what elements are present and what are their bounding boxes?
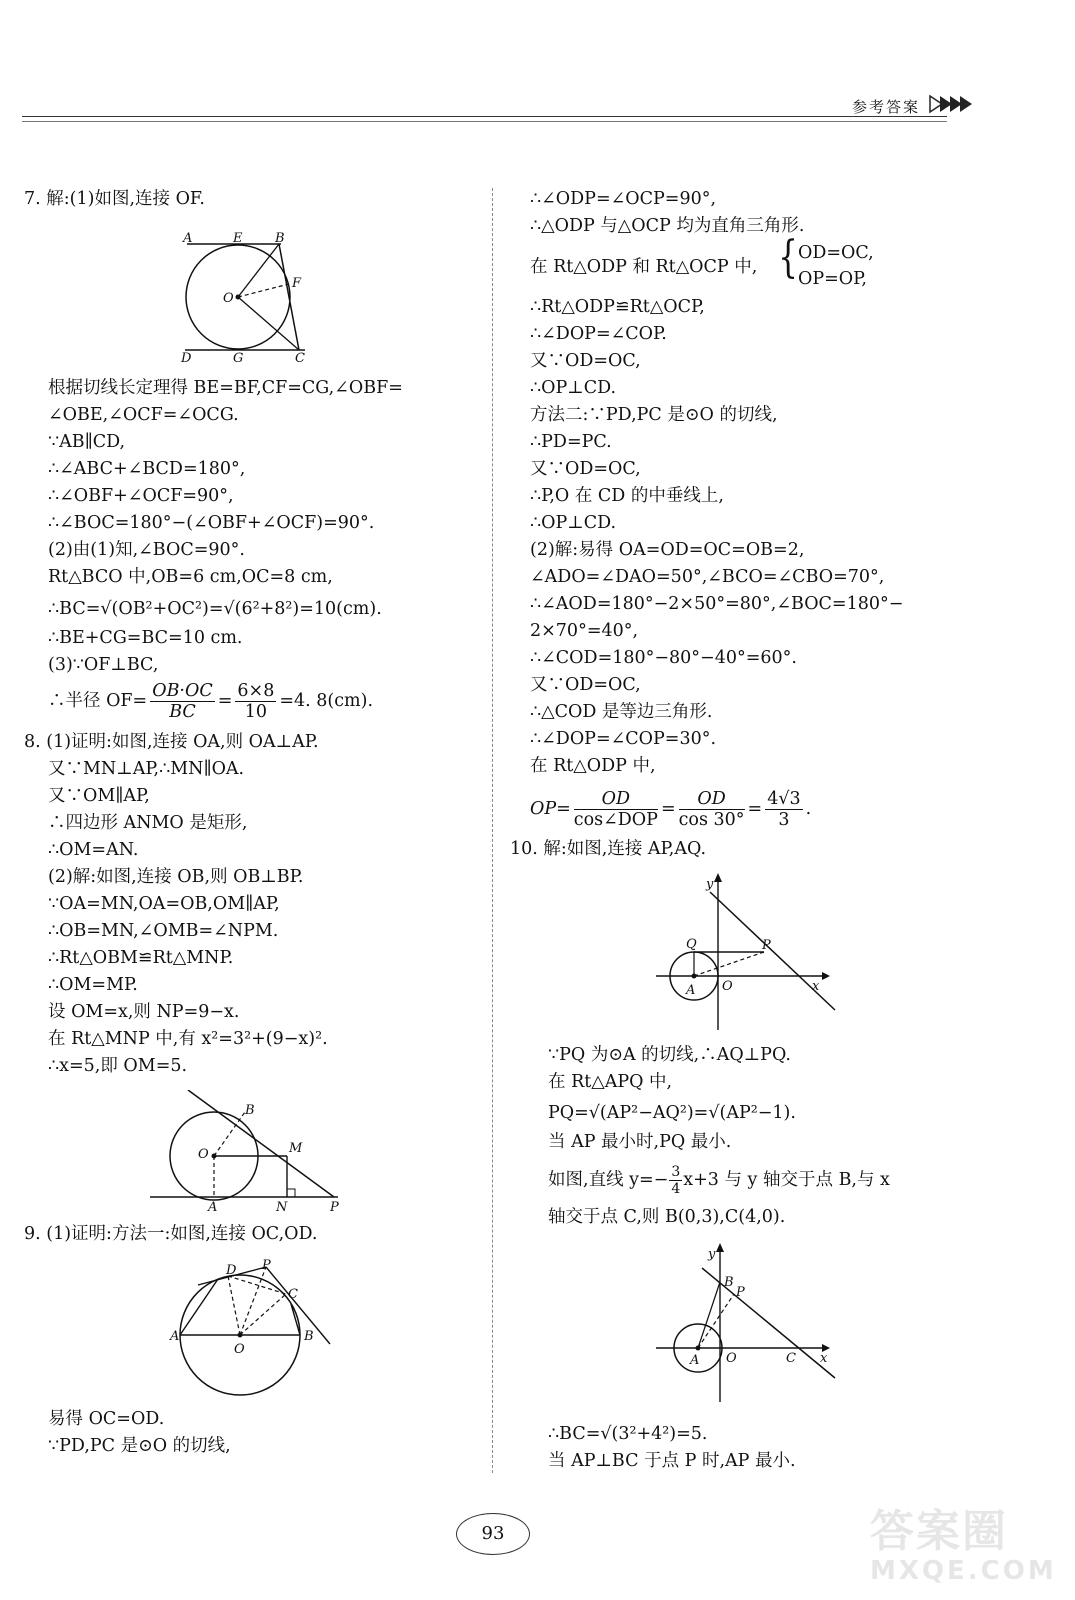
fig9-label: P <box>262 1258 271 1273</box>
fig10b-label: C <box>786 1351 796 1366</box>
fig7-label: E <box>233 231 243 246</box>
text-span: x+3 与 y 轴交于点 B,与 x <box>683 1170 890 1190</box>
brace: { <box>778 232 798 283</box>
header-title: 参考答案 <box>852 98 921 116</box>
fig9-label: D <box>226 1263 237 1278</box>
text-line: 10. 解:如图,连接 AP,AQ. <box>510 839 707 859</box>
fig9-label: B <box>304 1329 314 1344</box>
fig10a-label: x <box>812 979 820 994</box>
text-line: 当 AP 最小时,PQ 最小. <box>548 1132 732 1152</box>
figure-10b <box>650 1238 840 1404</box>
fig10b-label: B <box>724 1275 734 1290</box>
text-line: 在 Rt△ODP 中, <box>530 756 656 776</box>
text-line: ∴PD=PC. <box>530 432 612 452</box>
fraction: $\frac{3}{4}$ <box>671 1164 681 1197</box>
text-span: 如图,直线 y=− <box>548 1170 669 1190</box>
text-line: ∴△COD 是等边三角形. <box>530 702 713 722</box>
fig8-label: N <box>276 1200 288 1214</box>
fig7-label: A <box>183 231 193 246</box>
fig10b-label: A <box>690 1353 700 1368</box>
text-line: (2)解:易得 OA=OD=OC=OB=2, <box>530 540 805 560</box>
fig7-label: G <box>233 351 244 366</box>
figure-9 <box>168 1258 338 1398</box>
text-line: OD=OC, <box>798 243 874 263</box>
text-line: 又∵OM∥AP, <box>48 786 150 806</box>
fraction: $\frac{6\times 8}{10}$ <box>237 681 275 722</box>
fig8-label: O <box>198 1147 209 1162</box>
fig10a-label: Q <box>686 937 697 952</box>
text-line: ∴∠OBF+∠OCF=90°, <box>48 486 234 506</box>
text-line: 7. 解:(1)如图,连接 OF. <box>24 189 205 209</box>
text-line: ∠ADO=∠DAO=50°,∠BCO=∠CBO=70°, <box>530 567 885 587</box>
fig10b-label: O <box>726 1351 737 1366</box>
fig10b-label: P <box>736 1285 745 1300</box>
text-line: 根据切线长定理得 BE=BF,CF=CG,∠OBF= <box>48 378 403 398</box>
text-line: 在 Rt△APQ 中, <box>548 1072 673 1092</box>
text-line: ∴BC=√(OB²+OC²)=√(6²+8²)=10(cm). <box>48 599 382 619</box>
text-line: ∵OA=MN,OA=OB,OM∥AP, <box>48 894 280 914</box>
text-line: ∴P,O 在 CD 的中垂线上, <box>530 486 724 506</box>
text-line: OP= $\frac{OD}{\text{cos∠DOP}}$ = $\frac{OD}{\cos 30^\circ}$ = $\frac{4√3}{3}$ . <box>530 789 812 830</box>
fig9-label: C <box>288 1287 298 1302</box>
fig7-label: D <box>181 351 192 366</box>
text-line: ∴∠DOP=∠COP=30°. <box>530 729 717 749</box>
column-divider <box>492 188 493 1473</box>
text-line: 方法二:∵PD,PC 是⊙O 的切线, <box>530 405 778 425</box>
fraction: $\frac{4√3}{3}$ <box>767 789 801 830</box>
text-line: 在 Rt△ODP 和 Rt△OCP 中, <box>530 257 758 277</box>
text-line: ∴OP⊥CD. <box>530 513 617 533</box>
text-line: ∴OB=MN,∠OMB=∠NPM. <box>48 921 279 941</box>
text-line: ∴∠BOC=180°−(∠OBF+∠OCF)=90°. <box>48 513 375 533</box>
text-line: 又∵OD=OC, <box>530 459 641 479</box>
fraction: $\frac{OD}{\text{cos∠DOP}}$ <box>573 789 658 830</box>
fig10a-label: A <box>686 983 696 998</box>
header-rule-thin <box>22 121 947 122</box>
text-line: ∴BC=√(3²+4²)=5. <box>548 1424 708 1444</box>
text-line: 8. (1)证明:如图,连接 OA,则 OA⊥AP. <box>24 732 319 752</box>
text-line: 当 AP⊥BC 于点 P 时,AP 最小. <box>548 1451 796 1471</box>
text-line: 9. (1)证明:方法一:如图,连接 OC,OD. <box>24 1224 318 1244</box>
fig7-label: O <box>223 291 234 306</box>
text-line: ∴半径 OF= $\frac{OB\cdot OC}{BC}$ = $\frac{6\times 8}{10}$ =4. 8(cm). <box>48 681 374 722</box>
text-span: ∴半径 OF= <box>48 691 148 711</box>
text-line: 又∵OD=OC, <box>530 675 641 695</box>
fig9-label: A <box>170 1329 180 1344</box>
figure-7 <box>175 228 315 368</box>
text-line: ∴∠DOP=∠COP. <box>530 324 667 344</box>
fig8-label: P <box>330 1200 339 1214</box>
text-line: ∴OP⊥CD. <box>530 378 617 398</box>
text-line: ∵PD,PC 是⊙O 的切线, <box>48 1436 231 1456</box>
page-number: 93 <box>456 1513 530 1555</box>
fig10b-label: x <box>820 1351 828 1366</box>
text-line: ∴OM=AN. <box>48 840 139 860</box>
text-line: ∵AB∥CD, <box>48 432 126 452</box>
fig8-label: M <box>289 1141 303 1156</box>
text-line: (2)由(1)知,∠BOC=90°. <box>48 540 245 560</box>
text-line: ∴∠COD=180°−80°−40°=60°. <box>530 648 797 668</box>
text-span: OP= <box>530 799 571 819</box>
text-line: (2)解:如图,连接 OB,则 OB⊥BP. <box>48 867 304 887</box>
text-line: 易得 OC=OD. <box>48 1409 165 1429</box>
text-line: Rt△BCO 中,OB=6 cm,OC=8 cm, <box>48 567 333 587</box>
text-line: ∴△ODP 与△OCP 均为直角三角形. <box>530 216 805 236</box>
text-line: ∴Rt△OBM≌Rt△MNP. <box>48 948 234 968</box>
text-line: ∴BE+CG=BC=10 cm. <box>48 628 243 648</box>
text-line: ∴∠AOD=180°−2×50°=80°,∠BOC=180°− <box>530 594 904 614</box>
fraction: $\frac{OB\cdot OC}{BC}$ <box>152 681 213 722</box>
arrow-icon <box>928 92 978 116</box>
text-line: ∴∠ODP=∠OCP=90°, <box>530 189 717 209</box>
header-rule <box>22 116 947 117</box>
text-line: ∴∠ABC+∠BCD=180°, <box>48 459 246 479</box>
fig8-label: A <box>208 1200 218 1214</box>
fig10a-label: y <box>706 877 714 892</box>
text-line: 设 OM=x,则 NP=9−x. <box>48 1002 240 1022</box>
text-line: (3)∵OF⊥BC, <box>48 655 159 675</box>
fig7-label: C <box>295 351 305 366</box>
figure-8 <box>148 1090 348 1214</box>
text-line: ∴OM=MP. <box>48 975 138 995</box>
figure-10a <box>650 870 840 1032</box>
text-line: ∠OBE,∠OCF=∠OCG. <box>48 405 239 425</box>
text-line: 又∵MN⊥AP,∴MN∥OA. <box>48 759 245 779</box>
fraction: $\frac{OD}{\cos 30^\circ}$ <box>678 789 745 830</box>
fig10b-label: y <box>708 1247 716 1262</box>
text-line: ∴Rt△ODP≌Rt△OCP, <box>530 297 705 317</box>
fig9-label: O <box>234 1342 245 1357</box>
text-line <box>548 1160 890 1200</box>
fig10a-label: P <box>762 938 771 953</box>
text-line: ∴x=5,即 OM=5. <box>48 1056 188 1076</box>
text-line: 在 Rt△MNP 中,有 x²=3²+(9−x)². <box>48 1029 328 1049</box>
text-line: 又∵OD=OC, <box>530 351 641 371</box>
text-line: PQ=√(AP²−AQ²)=√(AP²−1). <box>548 1103 796 1123</box>
fig7-label: B <box>275 231 285 246</box>
text-line: ∴四边形 ANMO 是矩形, <box>48 813 248 833</box>
text-line: 2×70°=40°, <box>530 621 639 641</box>
fig8-label: B <box>245 1103 255 1118</box>
watermark-logo: 答案圈 MXQE.COM <box>870 1506 1057 1586</box>
fig7-label: F <box>292 276 302 291</box>
text-line: OP=OP, <box>798 269 867 289</box>
text-line: ∵PQ 为⊙A 的切线,∴AQ⊥PQ. <box>548 1045 792 1065</box>
fig10a-label: O <box>722 979 733 994</box>
text-line: 轴交于点 C,则 B(0,3),C(4,0). <box>548 1207 786 1227</box>
